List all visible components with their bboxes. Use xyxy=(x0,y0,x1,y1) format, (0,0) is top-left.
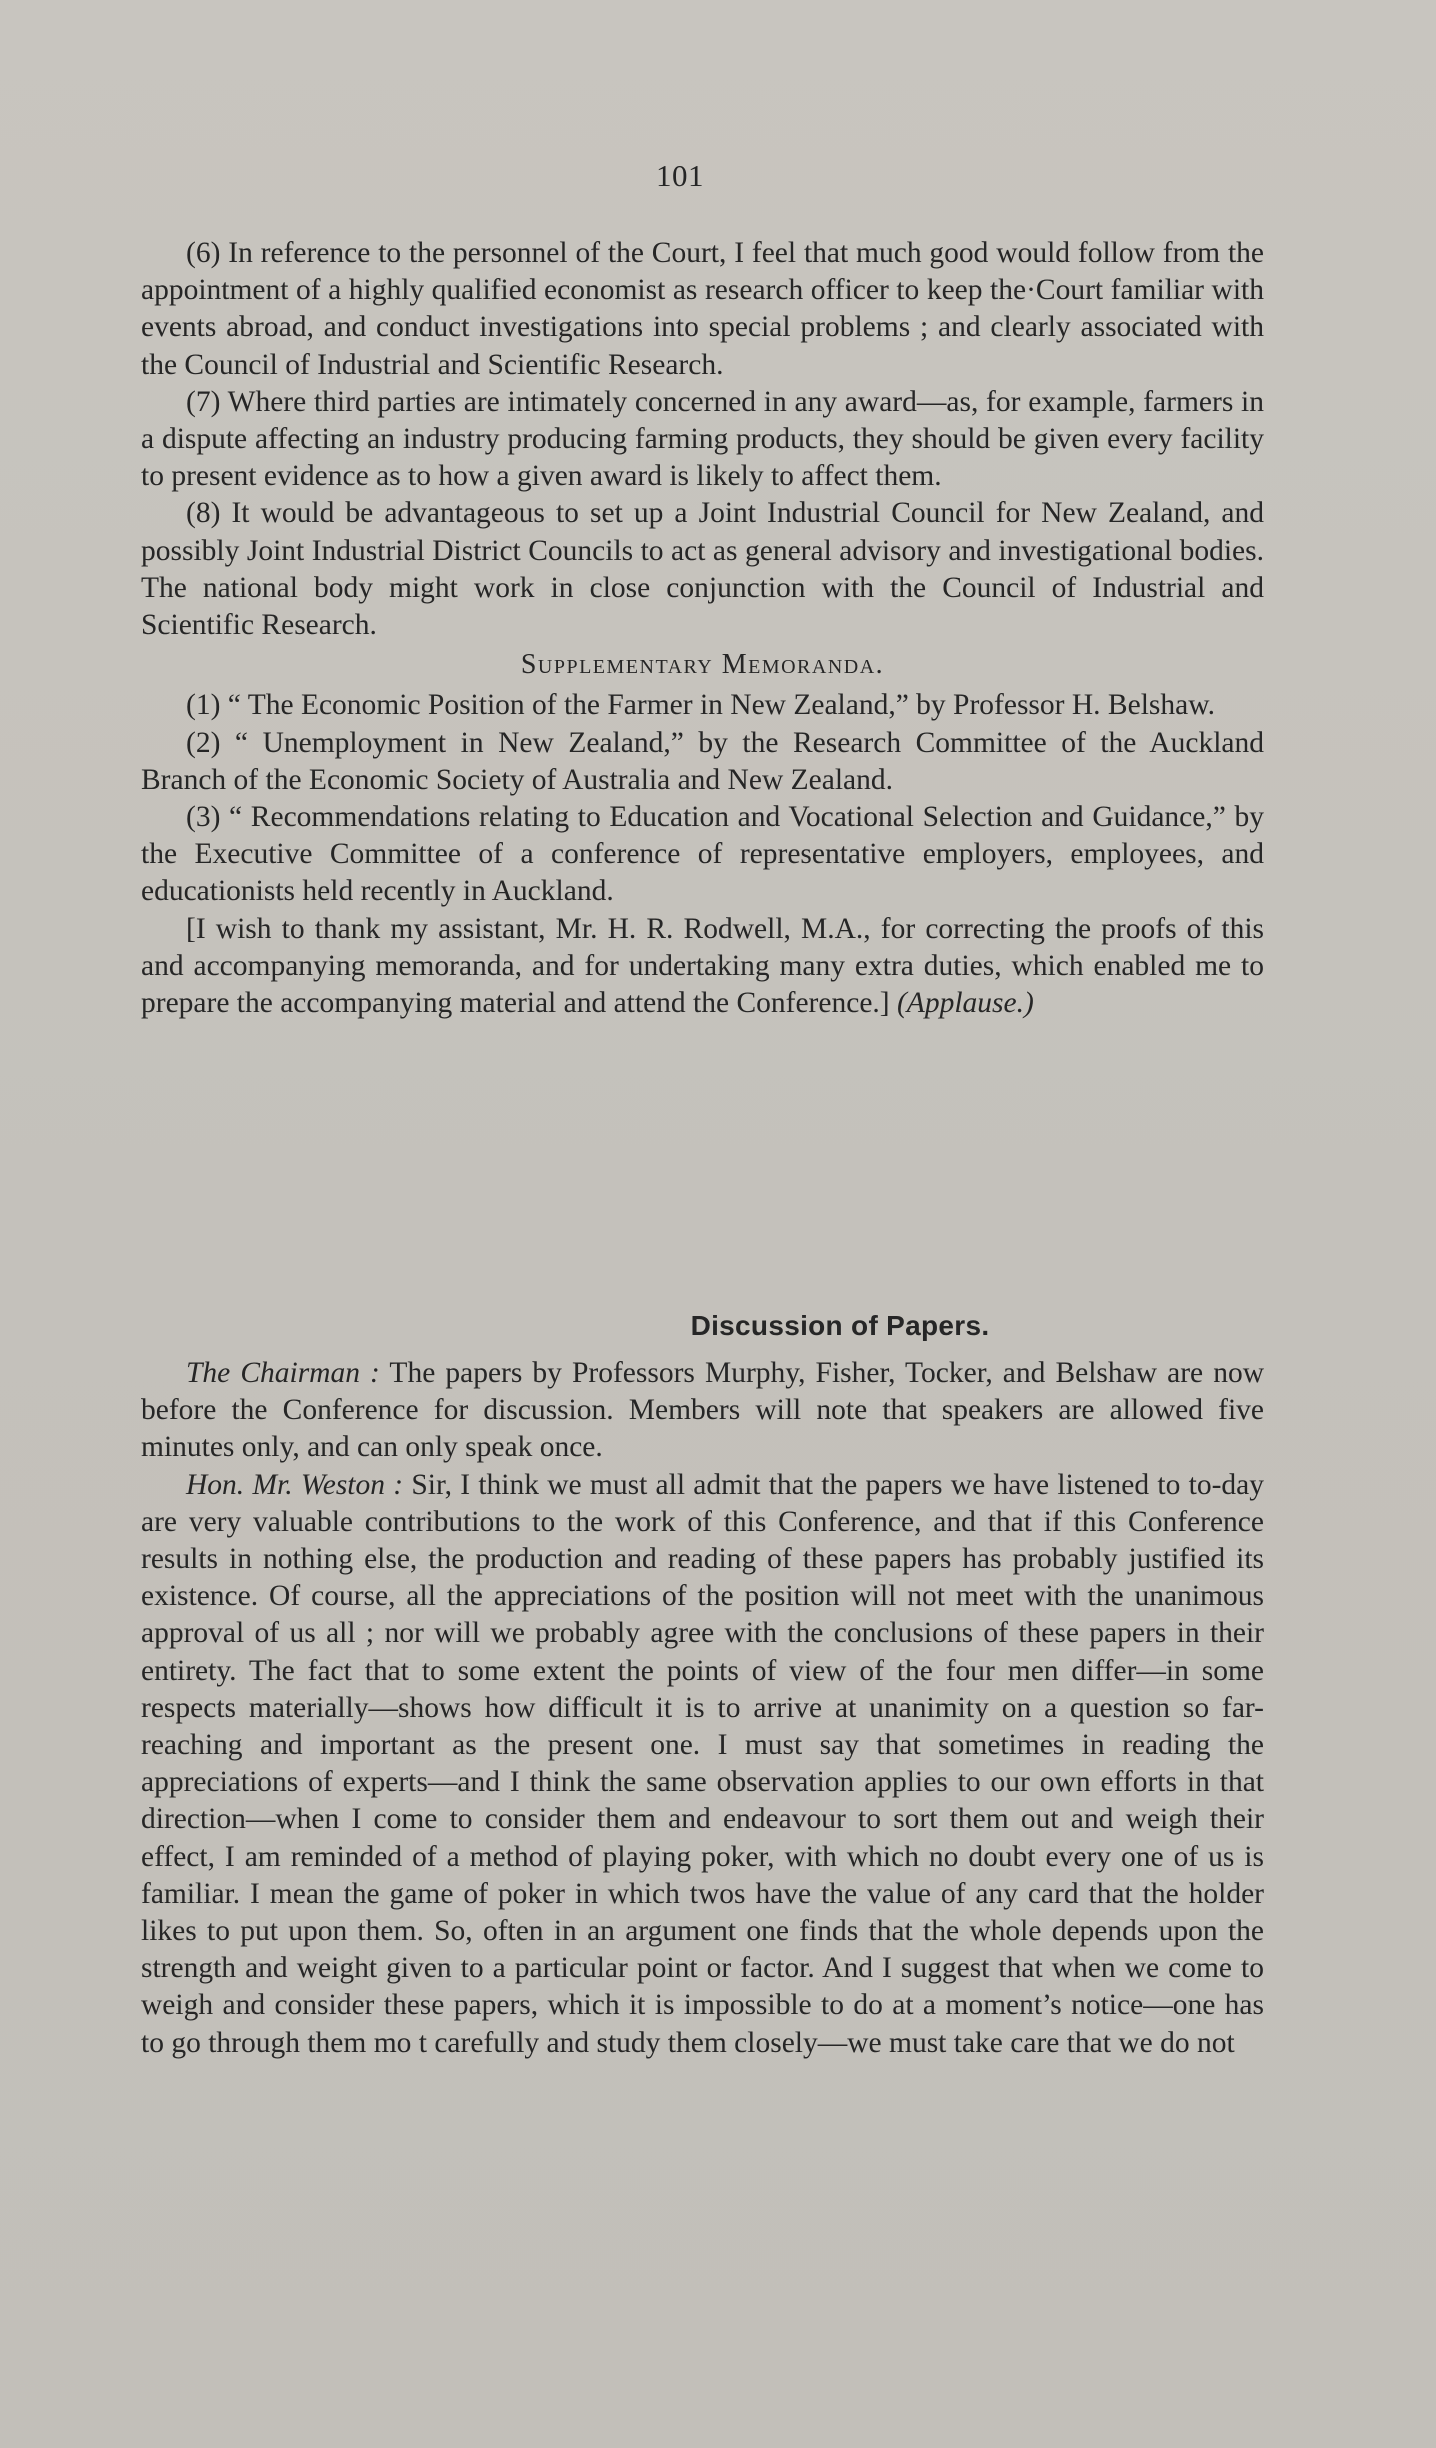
applause-note: (Applause.) xyxy=(896,987,1034,1020)
discussion-section xyxy=(141,1355,1264,2062)
paragraph-8: (8) It would be advantageous to set up a Joint Industrial Council for New Zealand, and possibly Joint Industrial District Councils to act as general advisory and investigational bodies. The national body might work in close conjunction with the Council of Industrial and Scientific Research. xyxy=(141,497,1264,642)
weston-paragraph xyxy=(141,1467,1264,2062)
supplementary-item-1: (1) “ The Economic Position of the Farmer in New Zealand,” by Professor H. Belshaw. xyxy=(186,689,1215,722)
memorandum-conclusions xyxy=(141,235,1264,1022)
supplementary-item-3: (3) “ Recommendations relating to Education and Vocational Selection and Guidance,” by the Executive Committee of a conference of representative employers, employees, and educationists held recently in Auckland. xyxy=(141,801,1264,908)
supplementary-item-2: (2) “ Unemployment in New Zealand,” by the Research Committee of the Auckland Branch of the Economic Society of Australia and New Zealand. xyxy=(141,726,1264,796)
page-number: 101 xyxy=(656,158,704,193)
supplementary-memoranda-heading: Supplementary Memoranda. xyxy=(520,649,885,681)
weston-speaker: Hon. Mr. Weston : xyxy=(186,1468,404,1501)
paragraph-7: (7) Where third parties are intimately concerned in any award—as, for example, farmers in a dispute affecting an industry producing farming products, they should be given every facility to present evidence as to how a given award is likely to affect them. xyxy=(141,385,1264,493)
thanks-paragraph xyxy=(141,911,1264,1023)
chairman-speaker: The Chairman : xyxy=(186,1357,380,1389)
chairman-paragraph xyxy=(141,1355,1264,1467)
weston-text: Sir, I think we must all admit that the papers we have listened to to-day are very valuable contributions to the work of this Conference, and that if this Conference results in nothing else, the production and reading of these papers has probably justified its existence. Of course, all the appreciations of the position will not meet with the unanimous approval of us all ; nor will we probably agree with the conclusions of these papers in their entirety. The fact that to some extent the points of view of the four men differ—in some respects materially—shows how difficult it is to arrive at unanimity on a question so far-reaching and important as the present one. I must say that sometimes in reading the appreciations of experts—and I think the same observation applies to our own efforts in that direction—when I come to consider them and endeavour to sort them out and weigh their effect, I am reminded of a method of playing poker, with which no doubt every one of us is familiar. I mean the game of poker in which twos have the value of any card that the holder likes to put upon them. So, often in an argument one finds that the whole depends upon the strength and weight given to a particular point or factor. And I suggest that when we come to weigh and consider these papers, which it is impossible to do at a moment’s notice—one has to go through them mo t carefully and study them closely—we must take care that we do not xyxy=(141,1468,1264,2059)
paragraph-6: (6) In reference to the personnel of the Court, I feel that much good would follow from the appointment of a highly qualified economist as research officer to keep the·Court familiar with events abroad, and conduct investigations into special problems ; and clearly associated with the Council of Industrial and Scientific Research. xyxy=(141,237,1264,381)
thanks-text: [I wish to thank my assistant, Mr. H. R. Rodwell, M.A., for correcting the proofs of this and accompanying memoranda, and for undertaking many extra duties, which enabled me to prepare the accompanying material and attend the Conference.] xyxy=(141,912,1264,1020)
chairman-text: The papers by Professors Murphy, Fisher, Tocker, and Belshaw are now before the Conference for discussion. Members will note that speakers are allowed five minutes only, and can only speak once. xyxy=(141,1357,1264,1464)
discussion-title: Discussion of Papers. xyxy=(690,1310,990,1341)
